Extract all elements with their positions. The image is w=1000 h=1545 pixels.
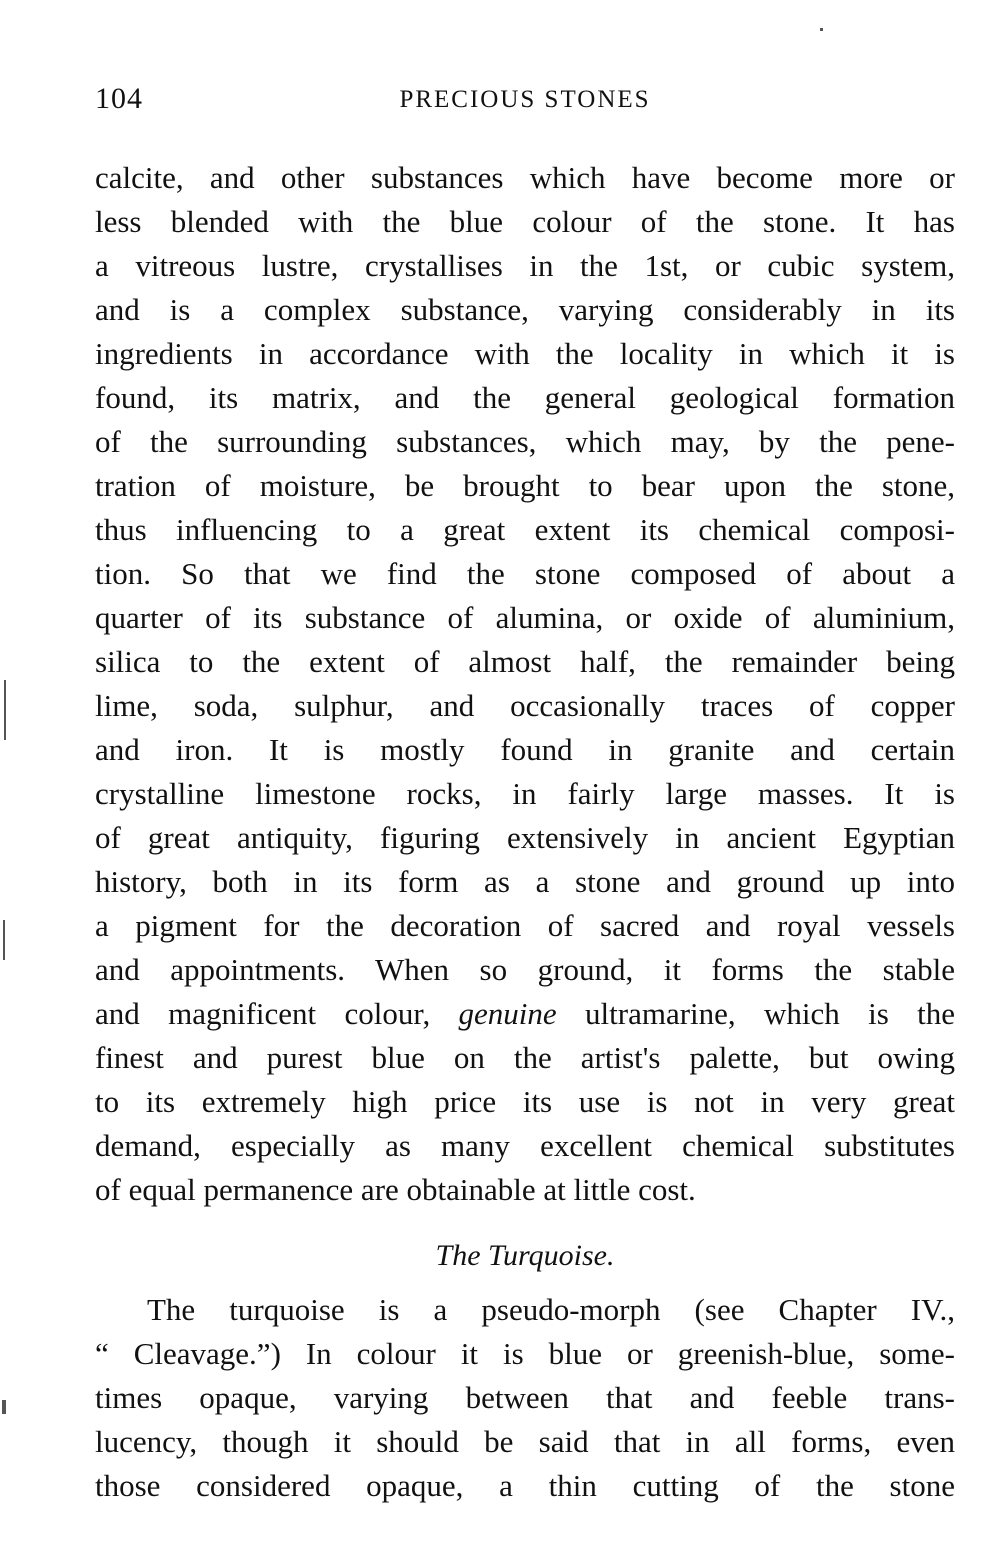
text-line: a vitreous lustre, crystallises in the 1st, or cubic system,	[95, 248, 955, 283]
text-line: history, both in its form as a stone and ground up into	[95, 864, 955, 899]
scan-speck	[4, 680, 6, 740]
text-line: and iron. It is mostly found in granite and certain	[95, 732, 955, 767]
text-line: “ Cleavage.”) In colour it is blue or greenish-blue, some-	[95, 1336, 955, 1371]
text-line: silica to the extent of almost half, the remainder being	[95, 644, 955, 679]
text-line: crystalline limestone rocks, in fairly large masses. It is	[95, 776, 955, 811]
emphasis-genuine: genuine	[458, 996, 557, 1031]
text-line: finest and purest blue on the artist's palette, but owing	[95, 1040, 955, 1075]
text-line-with-emphasis	[95, 992, 955, 1036]
text-line: a pigment for the decoration of sacred and royal vessels	[95, 908, 955, 943]
text-line: less blended with the blue colour of the stone. It has	[95, 204, 955, 239]
text-line: tration of moisture, be brought to bear upon the stone,	[95, 468, 955, 503]
text-line: times opaque, varying between that and feeble trans-	[95, 1380, 955, 1415]
text-line: thus influencing to a great extent its chemical composi-	[95, 512, 955, 547]
text-line: and is a complex substance, varying considerably in its	[95, 292, 955, 327]
running-head: PRECIOUS STONES	[399, 86, 651, 113]
text-line: of great antiquity, figuring extensively in ancient Egyptian	[95, 820, 955, 855]
scan-speck	[820, 28, 823, 31]
scan-speck	[2, 1400, 6, 1414]
text-line: tion. So that we find the stone composed of about a	[95, 556, 955, 591]
text-line: quarter of its substance of alumina, or oxide of aluminium,	[95, 600, 955, 635]
section-title: The Turquoise.	[435, 1239, 615, 1272]
scan-speck	[3, 920, 5, 960]
text-line: lucency, though it should be said that in all forms, even	[95, 1424, 955, 1459]
text-line: lime, soda, sulphur, and occasionally traces of copper	[95, 688, 955, 723]
text-segment: and magnificent colour,	[95, 996, 459, 1031]
text-line: of equal permanence are obtainable at little cost.	[95, 1172, 696, 1207]
page-header	[95, 82, 955, 122]
text-line: of the surrounding substances, which may, by the pene-	[95, 424, 955, 459]
text-line: calcite, and other substances which have become more or	[95, 160, 955, 195]
text-line: demand, especially as many excellent chemical substitutes	[95, 1128, 955, 1163]
text-line: to its extremely high price its use is not in very great	[95, 1084, 955, 1119]
text-line: ingredients in accordance with the locality in which it is	[95, 336, 955, 371]
text-segment: ultramarine, which is the	[556, 996, 955, 1031]
text-line: and appointments. When so ground, it forms the stable	[95, 952, 955, 987]
page-number: 104	[95, 82, 143, 115]
text-line: found, its matrix, and the general geological formation	[95, 380, 955, 415]
paragraph-turquoise	[95, 1288, 955, 1508]
paragraph-lapis	[95, 156, 955, 1212]
text-line: The turquoise is a pseudo-morph (see Chapter IV.,	[147, 1292, 955, 1327]
body-text	[95, 156, 955, 1508]
text-line: those considered opaque, a thin cutting of the stone	[95, 1468, 955, 1503]
